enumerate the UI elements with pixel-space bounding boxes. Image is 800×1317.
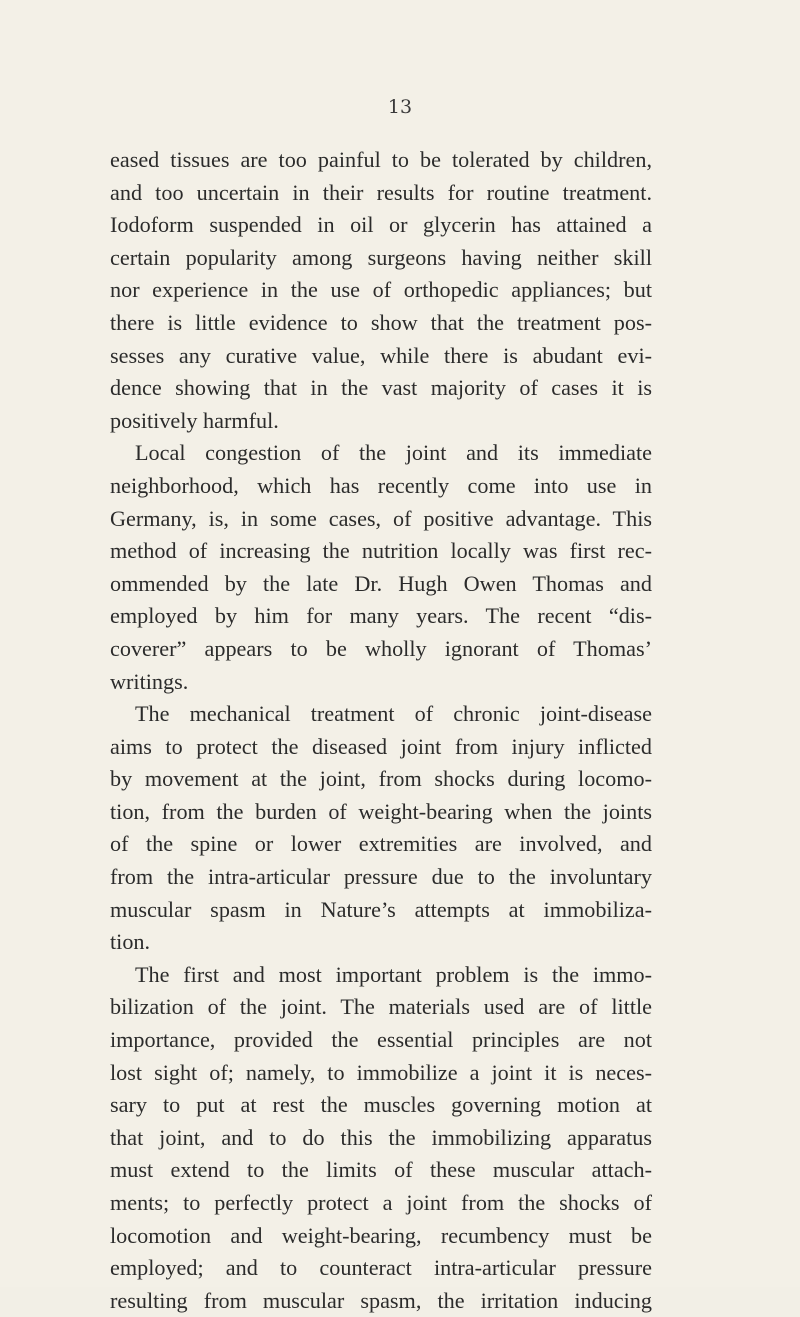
text-line: dence showing that in the vast majority of cases it is	[110, 375, 652, 401]
text-line: coverer” appears to be wholly ignorant of Thomas’	[110, 635, 652, 661]
text-line: must extend to the limits of these muscular attach-	[110, 1157, 652, 1183]
text-line: Local congestion of the joint and its immediate	[135, 440, 652, 466]
text-line: certain popularity among surgeons having neither skill	[110, 244, 652, 270]
text-line: positively harmful.	[110, 407, 279, 433]
text-line: that joint, and to do this the immobilizing apparatus	[110, 1124, 652, 1150]
text-line: importance, provided the essential principles are not	[110, 1027, 652, 1053]
text-line: Germany, is, in some cases, of positive advantage. This	[110, 505, 652, 531]
text-line: employed by him for many years. The recent “dis-	[110, 603, 652, 629]
text-line: ommended by the late Dr. Hugh Owen Thomas and	[110, 570, 652, 596]
text-line: by movement at the joint, from shocks during locomo-	[110, 766, 652, 792]
text-line: tion, from the burden of weight-bearing when the joints	[110, 798, 652, 824]
text-line: bilization of the joint. The materials used are of little	[110, 994, 652, 1020]
text-line: eased tissues are too painful to be tolerated by children,	[110, 147, 652, 172]
text-line: The mechanical treatment of chronic joint-disease	[135, 701, 652, 727]
text-line: lost sight of; namely, to immobilize a joint it is neces-	[110, 1059, 652, 1085]
text-line: muscular spasm in Nature’s attempts at immobiliza-	[110, 896, 652, 922]
body-text	[110, 144, 652, 1317]
page-number: 13	[387, 96, 413, 118]
text-line: locomotion and weight-bearing, recumbency must be	[110, 1222, 652, 1248]
text-line: writings.	[110, 668, 189, 694]
text-line: sesses any curative value, while there is abudant evi-	[110, 342, 652, 368]
text-line: nor experience in the use of orthopedic appliances; but	[110, 277, 652, 303]
text-line: neighborhood, which has recently come into use in	[110, 472, 652, 498]
text-line: employed; and to counteract intra-articular pressure	[110, 1255, 652, 1281]
text-line: sary to put at rest the muscles governing motion at	[110, 1092, 652, 1118]
text-line: aims to protect the diseased joint from injury inflicted	[110, 733, 652, 759]
text-line: tion.	[110, 929, 151, 955]
text-line: from the intra-articular pressure due to the involuntary	[110, 864, 652, 890]
text-line: The first and most important problem is the immo-	[135, 961, 652, 987]
text-line: method of increasing the nutrition locally was first rec-	[110, 538, 652, 564]
text-line: ments; to perfectly protect a joint from the shocks of	[110, 1190, 652, 1215]
text-line: and too uncertain in their results for routine treatment.	[110, 179, 652, 205]
text-line: there is little evidence to show that the treatment pos-	[110, 309, 652, 335]
text-line: Iodoform suspended in oil or glycerin has attained a	[110, 212, 652, 238]
text-line: resulting from muscular spasm, the irritation inducing	[110, 1287, 652, 1313]
text-line: of the spine or lower extremities are involved, and	[110, 831, 652, 857]
